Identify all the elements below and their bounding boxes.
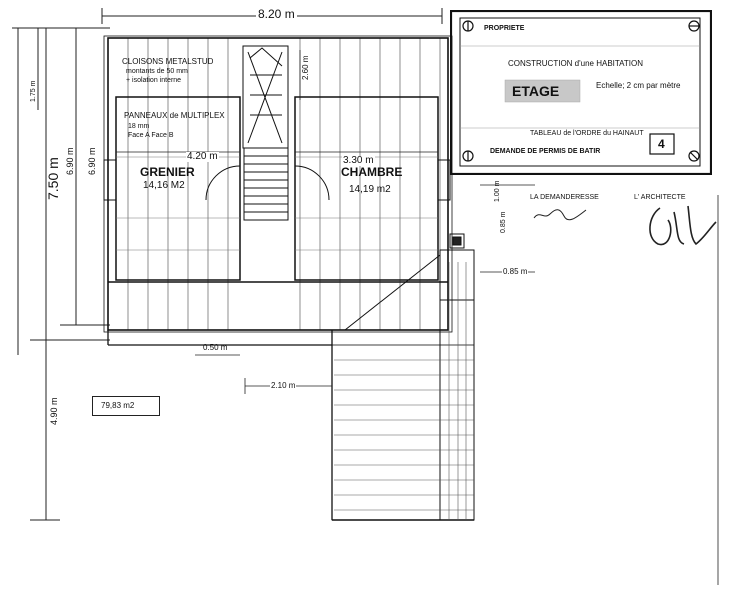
lower-walls bbox=[108, 330, 332, 520]
left-height-1-label: 7.50 m bbox=[45, 157, 61, 200]
title-block-number: 4 bbox=[658, 137, 665, 151]
stair-treads bbox=[244, 148, 288, 220]
title-block-owner: PROPRIETE bbox=[484, 25, 525, 32]
cloisons-note-line-2: montants de 50 mm bbox=[126, 68, 188, 75]
right-small-2-label: 0.85 m bbox=[500, 211, 507, 233]
bottom-dim-2-label: 2.10 m bbox=[271, 381, 296, 390]
title-block-tableau: TABLEAU de l'ORDRE du HAINAUT bbox=[530, 130, 644, 137]
door-swings bbox=[206, 166, 329, 200]
overall-width-label: 8.20 m bbox=[258, 7, 295, 21]
demanderesse-signature bbox=[530, 204, 590, 224]
chambre-room-area: 14,19 m2 bbox=[349, 184, 391, 195]
chambre-room-name: CHAMBRE bbox=[341, 165, 403, 179]
title-block-scale: Echelle; 2 cm par mètre bbox=[596, 81, 681, 90]
bottom-dimension-lines bbox=[195, 185, 535, 394]
left-height-3-label: 6.90 m bbox=[87, 147, 97, 175]
total-area-value: 79,83 m2 bbox=[101, 401, 135, 410]
left-small-top-label: 1.75 m bbox=[30, 80, 37, 102]
left-height-2-label: 6.90 m bbox=[65, 147, 75, 175]
demanderesse-label: LA DEMANDERESSE bbox=[530, 194, 599, 201]
panneaux-note-line-2: 18 mm bbox=[128, 123, 150, 130]
left-dimension-lines bbox=[12, 28, 110, 520]
lower-height-label: 4.90 m bbox=[49, 397, 59, 425]
total-area-box bbox=[92, 396, 160, 416]
stair-steps bbox=[334, 262, 474, 520]
title-block-project: CONSTRUCTION d'une HABITATION bbox=[508, 59, 644, 68]
chambre-width-label: 3.30 m bbox=[343, 155, 374, 166]
grenier-width-label: 4.20 m bbox=[187, 151, 218, 162]
title-block bbox=[450, 10, 712, 175]
right-small-3-label: 0.85 m bbox=[503, 267, 528, 276]
stair-height-label: 2.60 m bbox=[301, 55, 310, 80]
grenier-room-area: 14,16 M2 bbox=[143, 180, 185, 191]
cloisons-note-line-1: CLOISONS METALSTUD bbox=[122, 57, 214, 66]
bottom-dim-1-label: 0.50 m bbox=[203, 343, 228, 352]
panneaux-note-line-1: PANNEAUX de MULTIPLEX bbox=[124, 111, 225, 120]
grenier-room-name: GRENIER bbox=[140, 165, 195, 179]
cloisons-note-line-3: + isolation interne bbox=[126, 77, 182, 84]
panneaux-note-line-3: Face A Face B bbox=[128, 132, 174, 139]
architecte-signature bbox=[640, 198, 720, 254]
right-small-1-label: 1.00 m bbox=[494, 180, 501, 202]
title-block-demande: DEMANDE DE PERMIS DE BATIR bbox=[490, 148, 601, 155]
stairwell-top bbox=[243, 46, 288, 148]
exterior-stair bbox=[332, 250, 474, 520]
title-block-sheet: ETAGE bbox=[512, 83, 560, 99]
architecte-label: L' ARCHITECTE bbox=[634, 194, 686, 201]
